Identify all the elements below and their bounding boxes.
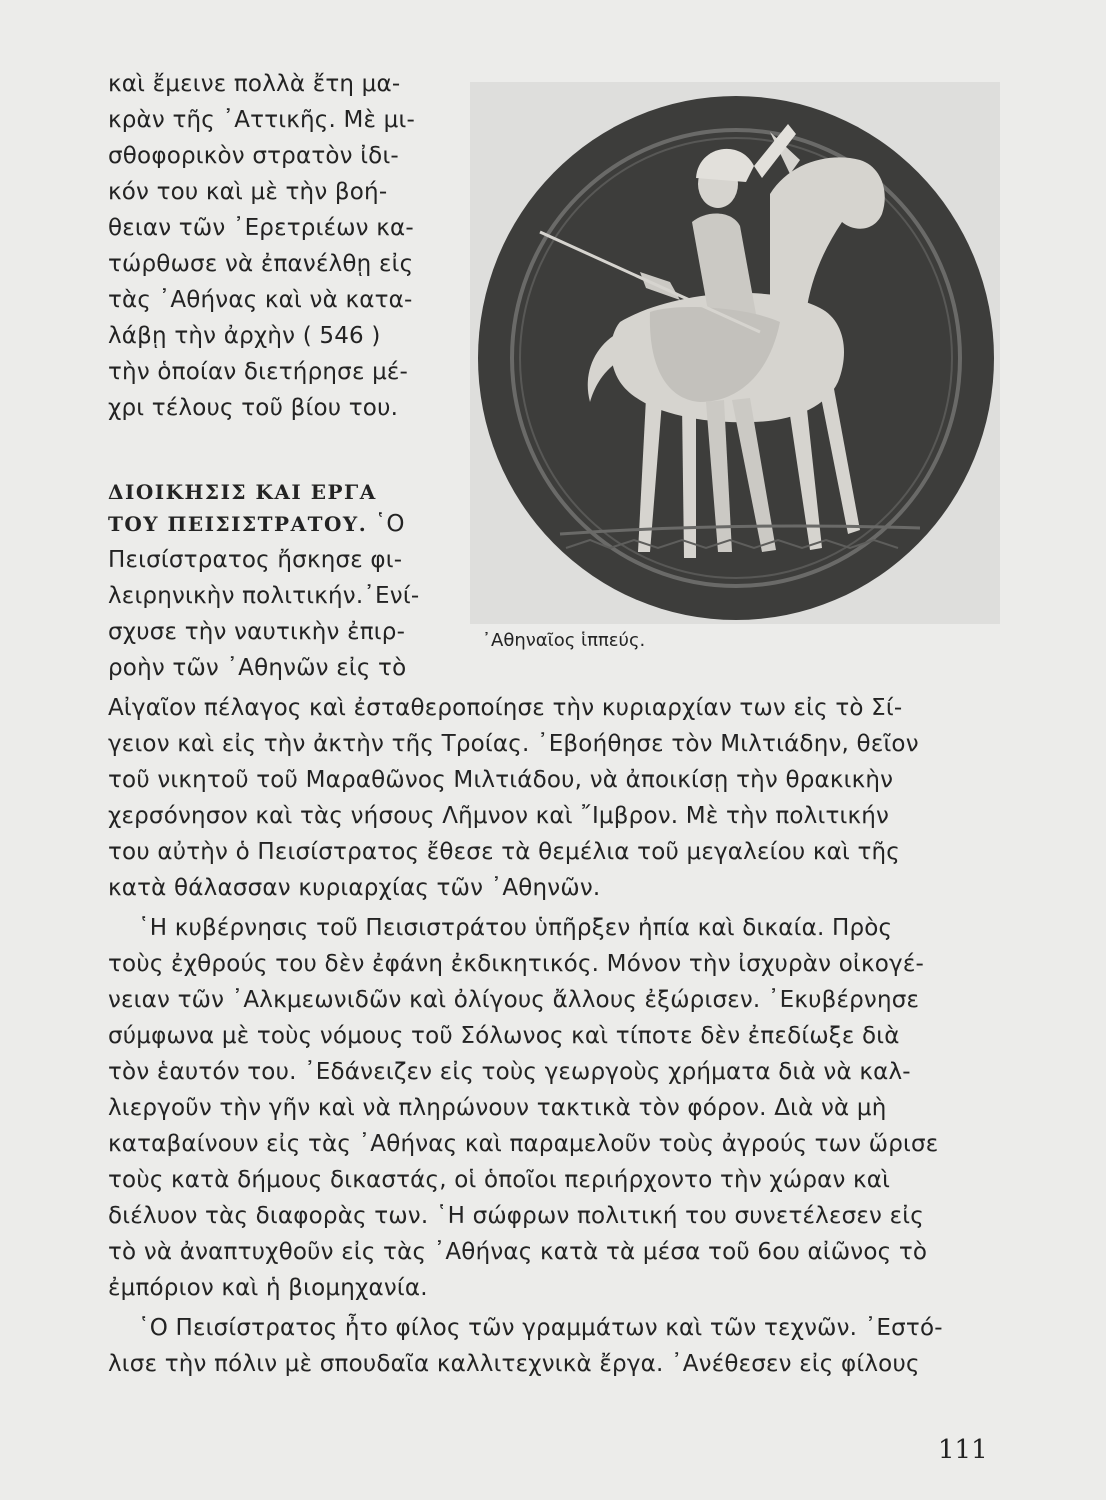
intro-line: σθοφορικὸν στρατὸν ἰδι- xyxy=(108,143,399,169)
paragraph-line: διέλυον τὰς διαφορὰς των. ῾Η σώφρων πολιτική του συνετέλεσεν εἰς xyxy=(108,1203,924,1229)
section-heading-line2 xyxy=(108,508,450,540)
section-heading: ΔΙΟΙΚΗΣΙΣ ΚΑΙ ΕΡΓΑ xyxy=(108,480,377,504)
paragraph-line: τὸν ἑαυτόν του. ᾿Εδάνειζεν εἰς τοὺς γεωργοὺς χρήματα διὰ νὰ καλ- xyxy=(108,1059,911,1085)
intro-line: τὴν ὁποίαν διετήρησε μέ- xyxy=(108,359,409,385)
paragraph-line: λισε τὴν πόλιν μὲ σπουδαῖα καλλιτεχνικὰ ἔργα. ᾿Ανέθεσεν εἰς φίλους xyxy=(108,1351,920,1377)
intro-line: τὰς ᾿Αθήνας καὶ νὰ κατα- xyxy=(108,287,413,313)
paragraph-line: ἐμπόριον καὶ ἡ βιομηχανία. xyxy=(108,1275,428,1301)
section-line: σχυσε τὴν ναυτικὴν ἐπιρ- xyxy=(108,619,406,645)
intro-line: χρι τέλους τοῦ βίου του. xyxy=(108,395,399,421)
section-heading-tail: ῾Ο xyxy=(367,511,405,537)
vase-painting-figure xyxy=(470,82,1000,624)
paragraph-line: ῾Η κυβέρνησις τοῦ Πεισιστράτου ὑπῆρξεν ἠπία καὶ δικαία. Πρὸς xyxy=(138,915,893,941)
section-line: χερσόνησον καὶ τὰς νήσους Λῆμνον καὶ ῎Ιμβρον. Μὲ τὴν πολιτικήν xyxy=(108,803,890,829)
section-line: λειρηνικὴν πολιτικήν.᾿Ενί- xyxy=(108,583,420,609)
section-line: κατὰ θάλασσαν κυριαρχίας τῶν ᾿Αθηνῶν. xyxy=(108,875,601,901)
horseman-illustration xyxy=(470,82,1000,624)
intro-line: λάβῃ τὴν ἀρχὴν ( 546 ) xyxy=(108,323,381,349)
paragraph-line: ῾Ο Πεισίστρατος ἦτο φίλος τῶν γραμμάτων καὶ τῶν τεχνῶν. ᾿Εστό- xyxy=(138,1315,943,1341)
intro-line: κόν του καὶ μὲ τὴν βοή- xyxy=(108,179,388,205)
intro-line: θειαν τῶν ᾿Ερετριέων κα- xyxy=(108,215,414,241)
paragraph-line: νειαν τῶν ᾿Αλκμεωνιδῶν καὶ ὀλίγους ἄλλους ἐξώρισεν. ᾿Εκυβέρνησε xyxy=(108,987,920,1013)
section-line: Πεισίστρατος ἤσκησε φι- xyxy=(108,547,403,573)
page-number: 111 xyxy=(938,1435,988,1465)
section-line: ροὴν τῶν ᾿Αθηνῶν εἰς τὸ xyxy=(108,655,407,681)
intro-line: κρὰν τῆς ᾿Αττικῆς. Μὲ μι- xyxy=(108,107,415,133)
paragraph-line: λιεργοῦν τὴν γῆν καὶ νὰ πληρώνουν τακτικὰ τὸν φόρον. Διὰ νὰ μὴ xyxy=(108,1095,887,1121)
intro-line: καὶ ἔμεινε πολλὰ ἔτη μα- xyxy=(108,71,401,97)
section-line: τοῦ νικητοῦ τοῦ Μαραθῶνος Μιλτιάδου, νὰ ἀποικίσῃ τὴν θρακικὴν xyxy=(108,767,894,793)
section-line: Αἰγαῖον πέλαγος καὶ ἐσταθεροποίησε τὴν κυριαρχίαν των εἰς τὸ Σί- xyxy=(108,695,903,721)
paragraph-line: τοὺς κατὰ δήμους δικαστάς, οἱ ὁποῖοι περιήρχοντο τὴν χώραν καὶ xyxy=(108,1167,891,1193)
section-line: γειον καὶ εἰς τὴν ἀκτὴν τῆς Τροίας. ᾿Εβοήθησε τὸν Μιλτιάδην, θεῖον xyxy=(108,731,919,757)
paragraph-line: τὸ νὰ ἀναπτυχθοῦν εἰς τὰς ᾿Αθήνας κατὰ τὰ μέσα τοῦ 6ου αἰῶνος τὸ xyxy=(108,1239,928,1265)
figure-caption: ᾿Αθηναῖος ἱππεύς. xyxy=(482,630,646,651)
paragraph-line: σύμφωνα μὲ τοὺς νόμους τοῦ Σόλωνος καὶ τίποτε δὲν ἐπεδίωξε διὰ xyxy=(108,1023,900,1049)
intro-line: τώρθωσε νὰ ἐπανέλθῃ εἰς xyxy=(108,251,414,277)
paragraph-line: τοὺς ἐχθρούς του δὲν ἐφάνη ἐκδικητικός. Μόνον τὴν ἰσχυρὰν οἰκογέ- xyxy=(108,951,924,977)
section-heading-part: ΤΟΥ ΠΕΙΣΙΣΤΡΑΤΟΥ. xyxy=(108,512,368,536)
section-line: του αὐτὴν ὁ Πεισίστρατος ἔθεσε τὰ θεμέλια τοῦ μεγαλείου καὶ τῆς xyxy=(108,839,900,865)
paragraph-line: καταβαίνουν εἰς τὰς ᾿Αθήνας καὶ παραμελοῦν τοὺς ἀγρούς των ὥρισε xyxy=(108,1131,939,1157)
